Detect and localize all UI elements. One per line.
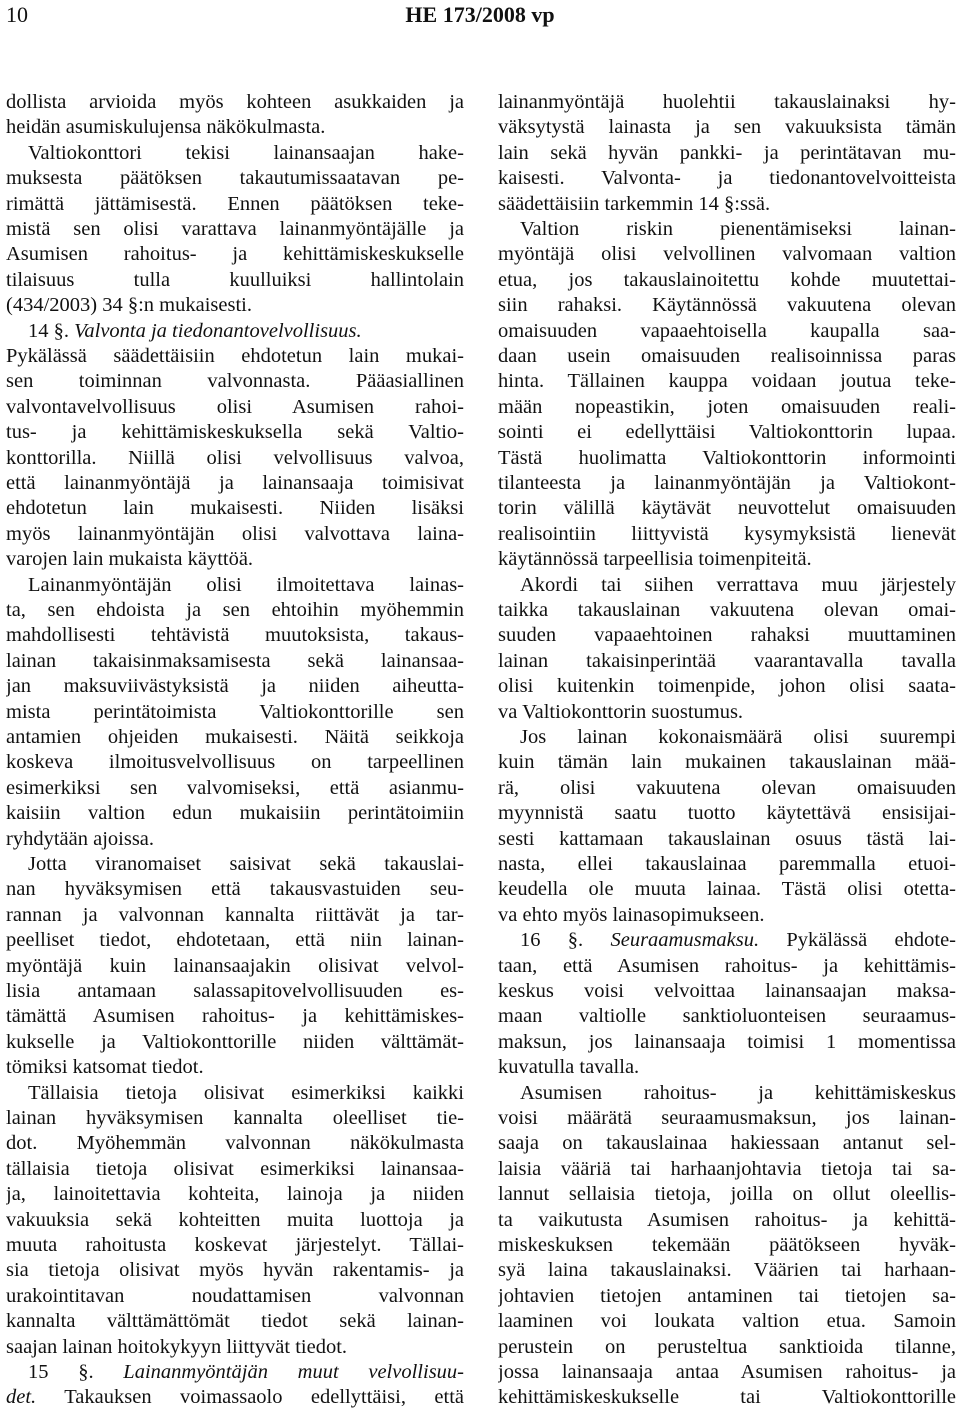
text-line: saaja on takauslainaa hakiessaan antanut sel- bbox=[498, 1132, 956, 1155]
text-line: tilanteesta ja lainanmyöntäjän ja Valtiokont- bbox=[498, 472, 956, 494]
text-line: ta, sen ehdoista ja sen ehtoihin myöhemmin bbox=[6, 599, 464, 621]
text-line: lain sekä hyvän pankki- ja perintätavan mu- bbox=[498, 141, 956, 164]
text-line: voisi määrätä seuraamusmaksun, jos lainan- bbox=[498, 1107, 956, 1129]
text-line: tömiksi katsomat tiedot. bbox=[6, 1056, 204, 1079]
text-line: laisia vääriä tai harhaanjohtavia tietoja tai sa- bbox=[498, 1157, 956, 1180]
text-line: sesti kattamaan takauslainan osuus tästä lai- bbox=[498, 827, 956, 850]
text-line: kannalta välttämättömät tiedot sekä lainan- bbox=[6, 1310, 464, 1333]
text-line: johtavien tietojen antaminen tai tietojen sa- bbox=[498, 1284, 956, 1307]
text-line: lannut sellaisia tietoja, joilla on ollut oleellis- bbox=[498, 1183, 956, 1206]
text-line: keskus voisi velvoittaa lainansaajan maksa- bbox=[498, 980, 956, 1002]
text-line: tilaisuus tulla kuulluiksi hallintolain bbox=[6, 268, 464, 291]
text-line: ehdotetun lain mukaisesti. Niiden lisäksi bbox=[6, 497, 464, 520]
text-line: hinta. Tällainen kauppa voidaan joutua teke- bbox=[498, 370, 956, 393]
text-line: väksytystä lainasta ja sen vakuuksista tämän bbox=[498, 116, 956, 139]
page-number: 10 bbox=[6, 2, 28, 27]
text-line: sen toiminnan valvonnasta. Pääasiallinen bbox=[6, 370, 464, 393]
text-line: Jos lainan kokonaismäärä olisi suurempi bbox=[520, 726, 956, 748]
text-line: olisi kuitenkin toimenpide, johon olisi saata- bbox=[498, 675, 956, 698]
text-line: antamien ohjeiden mukaisesti. Näitä seikkoja bbox=[6, 726, 464, 748]
text-line: kaisesti. Valvonta- ja tiedonantovelvoitteista bbox=[498, 167, 956, 190]
text-line: Valtion riskin pienentämiseksi lainan- bbox=[520, 218, 956, 240]
italic-text: Lainanmyöntäjän muut velvollisuu- bbox=[123, 1361, 464, 1383]
text-line: Pykälässä säädettäisiin ehdotetun lain mukai- bbox=[6, 345, 464, 367]
text-line: nasta, ellei takauslainaa paremmalla etuoi- bbox=[498, 853, 956, 875]
text-line: torin välillä käytävät neuvottelut omaisuuden bbox=[498, 497, 956, 520]
text-line: muksesta päätöksen takautumissaatavan pe- bbox=[6, 167, 464, 190]
text-line: Asumisen rahoitus- ja kehittämiskeskukselle bbox=[6, 243, 464, 266]
text-line: va Valtiokonttorin suostumus. bbox=[498, 700, 744, 723]
text-line: daan usein omaisuuden realisoinnissa paras bbox=[498, 345, 956, 367]
text-line: esimerkiksi sen valvomiseksi, että asianmu- bbox=[6, 776, 464, 799]
text-line: tus- ja kehittämiskeskuksella sekä Valtio- bbox=[6, 421, 464, 444]
italic-text: det. bbox=[6, 1386, 37, 1409]
text-line: kukselle ja Valtiokonttorille niiden välttämät- bbox=[6, 1030, 464, 1053]
text-line: säädettäisiin tarkemmin 14 §:ssä. bbox=[498, 192, 771, 215]
text-line: urakointitavan noudattamisen valvonnan bbox=[6, 1284, 464, 1307]
text-line: myös lainanmyöntäjän olisi valvottava laina- bbox=[6, 522, 464, 545]
text-line: Asumisen rahoitus- ja kehittämiskeskus bbox=[520, 1081, 956, 1104]
text-line: taikka takauslainan vakuutena olevan omai- bbox=[498, 599, 956, 621]
text-run: Takauksen voimassaolo edellyttäisi, että bbox=[36, 1386, 464, 1409]
text-line: kaisiin valtion edun mukaisiin perintätoimiin bbox=[6, 802, 464, 825]
text-line: Tästä huolimatta Valtiokonttorin informointi bbox=[498, 446, 956, 469]
text-line: nan hyväksymisen että takausvastuiden seu- bbox=[6, 878, 464, 901]
text-line: Akordi tai siihen verrattava muu järjestely bbox=[520, 573, 956, 596]
text-line: siin rahaksi. Käytännössä vakuutena olevan bbox=[498, 294, 956, 317]
text-line: perustein on perusteltua sanktioida tilanne, bbox=[498, 1335, 956, 1358]
text-line: peelliset tiedot, ehdotetaan, että niin lainan- bbox=[6, 929, 464, 952]
text-line: ja, lainoitettavia kohteita, lainoja ja niiden bbox=[6, 1183, 464, 1206]
text-run: 14 §. bbox=[28, 319, 75, 342]
document-id: HE 173/2008 vp bbox=[405, 2, 555, 27]
text-line: mään nopeastikin, joten omaisuuden reali- bbox=[498, 395, 956, 418]
text-line: Tällaisia tietoja olisivat esimerkiksi kaikki bbox=[28, 1081, 464, 1104]
text-line: suuden vapaaehtoinen rahaksi muuttaminen bbox=[498, 624, 956, 647]
text-line: omaisuuden vapaaehtoisella kaupalla saa- bbox=[498, 319, 956, 342]
text-line: varojen lain mukaista käyttöä. bbox=[6, 548, 254, 571]
text-line: keudella ole muuta lainaa. Tästä olisi otetta- bbox=[498, 878, 956, 901]
text-line: jossa lainansaaja antaa Asumisen rahoitus- ja bbox=[498, 1361, 956, 1383]
text-line: valvontavelvollisuus olisi Asumisen rahoi- bbox=[6, 395, 464, 418]
text-line: lisia antamaan salassapitovelvollisuuden es- bbox=[6, 980, 464, 1002]
text-line: käytännössä tarpeellisia toimenpiteitä. bbox=[498, 548, 812, 571]
text-line: maksun, jos lainansaaja toimisi 1 momentissa bbox=[498, 1030, 956, 1053]
text-line: dollista arvioida myös kohteen asukkaiden ja bbox=[6, 91, 464, 113]
text-line: vakuuksia sekä kohteitten muita luottoja ja bbox=[6, 1208, 464, 1231]
text-line: dot. Myöhemmän valvonnan näkökulmasta bbox=[6, 1132, 464, 1155]
text-line: syä laina takauslainaksi. Väärien tai harhaan- bbox=[498, 1259, 956, 1282]
text-line bbox=[6, 1360, 464, 1385]
text-line: mista perintätoimista Valtiokonttorille sen bbox=[6, 700, 464, 723]
text-line bbox=[6, 319, 464, 344]
text-line: koskeva ilmoitusvelvollisuus on tarpeellinen bbox=[6, 751, 464, 774]
text-line: kuvatulla tavalla. bbox=[498, 1056, 640, 1079]
text-line: myöntäjä olisi velvollinen valvomaan valtion bbox=[498, 243, 956, 266]
italic-text: Seuraamusmaksu. bbox=[610, 929, 760, 952]
text-line: heidän asumiskulujensa näkökulmasta. bbox=[6, 116, 326, 139]
text-line: myöntäjä kuin lainansaajakin olisivat velvol- bbox=[6, 954, 464, 977]
text-line: lainan hyväksymisen kannalta oleelliset tie- bbox=[6, 1107, 464, 1129]
text-line: ryhdytään ajoissa. bbox=[6, 827, 155, 850]
text-line: Lainanmyöntäjän olisi ilmoitettava lainas- bbox=[28, 573, 464, 596]
text-line bbox=[6, 1385, 464, 1410]
text-run: Pykälässä ehdote- bbox=[759, 929, 956, 952]
text-line: lainan takaisinmaksamisesta sekä lainansaa- bbox=[6, 649, 464, 672]
text-line: laaminen voi loukata valtion etua. Samoin bbox=[498, 1310, 956, 1333]
text-line: sointi ei edellyttäisi Valtiokonttorin lupaa. bbox=[498, 421, 956, 444]
text-line: (434/2003) 34 §:n mukaisesti. bbox=[6, 294, 252, 317]
text-line: rä, olisi vakuutena olevan omaisuuden bbox=[498, 776, 956, 799]
text-line: realisointiin liittyvistä kysymyksistä lienevät bbox=[498, 522, 956, 545]
text-line: taan, että Asumisen rahoitus- ja kehittämis- bbox=[498, 954, 956, 977]
text-line: mistä sen olisi varattava lainanmyöntäjälle ja bbox=[6, 218, 464, 240]
text-line: että lainanmyöntäjä ja lainansaaja toimisivat bbox=[6, 472, 464, 494]
text-line: mahdollisesti tehtävistä muutoksista, takaus- bbox=[6, 624, 464, 647]
text-line: Jotta viranomaiset saisivat sekä takauslai- bbox=[28, 853, 464, 875]
text-line: maan valtiolle sanktioluonteisen seuraamus- bbox=[498, 1005, 956, 1028]
text-line: rannan ja valvonnan kannalta riittävät ja tar- bbox=[6, 903, 464, 926]
text-line: lainan takaisinperintää vaarantavalla tavalla bbox=[498, 649, 956, 672]
italic-text: Valvonta ja tiedonantovelvollisuus. bbox=[74, 319, 362, 342]
text-line: lainanmyöntäjä huolehtii takauslainaksi hy- bbox=[498, 91, 956, 113]
text-line: kehittämiskeskukselle tai Valtiokonttorille bbox=[498, 1386, 956, 1409]
text-line: muuta rahoitusta koskevat järjestelyt. Tällai- bbox=[6, 1234, 464, 1256]
text-line: va ehto myös lainasopimukseen. bbox=[498, 903, 765, 926]
text-line: Valtiokonttori tekisi lainansaajan hake- bbox=[28, 141, 464, 164]
text-run: 15 §. bbox=[28, 1361, 124, 1383]
text-line: rimättä jättämisestä. Ennen päätöksen teke- bbox=[6, 192, 464, 215]
text-line: ta vaikutusta Asumisen rahoitus- ja kehittä- bbox=[498, 1208, 956, 1231]
text-line: etua, jos takauslainoitettu kohde muutettai- bbox=[498, 268, 956, 291]
text-line: tämättä Asumisen rahoitus- ja kehittämiskes- bbox=[6, 1005, 464, 1028]
text-run: 16 §. bbox=[520, 929, 611, 952]
text-line: jan maksuviivästyksistä ja niiden aiheutta- bbox=[6, 675, 464, 698]
text-line: myynnistä saatu tuotto käytettävä ensisijai- bbox=[498, 802, 956, 825]
text-line: konttorilla. Niillä olisi velvollisuus valvoa, bbox=[6, 446, 464, 469]
text-line: kuin tämän lain mukainen takauslainan mää- bbox=[498, 751, 956, 774]
text-line: tällaisia tietoja olisivat esimerkiksi lainansaa- bbox=[6, 1157, 464, 1180]
text-line bbox=[498, 928, 956, 953]
text-line: sia tietoja olisivat myös hyvän rakentamis- ja bbox=[6, 1259, 464, 1282]
text-line: saajan lainan hoitokykyyn liittyvät tiedot. bbox=[6, 1335, 348, 1358]
text-line: miskeskuksen tekemään päätökseen hyväk- bbox=[498, 1234, 956, 1256]
